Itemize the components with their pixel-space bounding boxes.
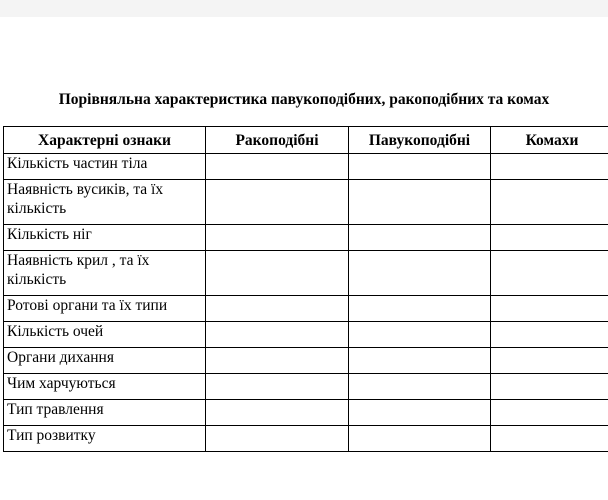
row-label: Кількість частин тіла — [4, 154, 206, 180]
row-label: Кількість ніг — [4, 225, 206, 251]
top-strip — [0, 0, 608, 17]
cell-insects[interactable] — [491, 374, 608, 400]
table-row — [4, 251, 608, 296]
table-row — [4, 426, 608, 452]
cell-arachnids[interactable] — [349, 374, 491, 400]
table-row — [4, 374, 608, 400]
cell-crustaceans[interactable] — [206, 154, 349, 180]
cell-arachnids[interactable] — [349, 322, 491, 348]
row-label: Кількість очей — [4, 322, 206, 348]
cell-arachnids[interactable] — [349, 251, 491, 296]
cell-crustaceans[interactable] — [206, 400, 349, 426]
comparison-table — [3, 126, 608, 452]
row-label: Чим харчуються — [4, 374, 206, 400]
cell-crustaceans[interactable] — [206, 322, 349, 348]
cell-insects[interactable] — [491, 426, 608, 452]
cell-arachnids[interactable] — [349, 426, 491, 452]
cell-insects[interactable] — [491, 180, 608, 225]
cell-crustaceans[interactable] — [206, 374, 349, 400]
cell-insects[interactable] — [491, 251, 608, 296]
table-row — [4, 180, 608, 225]
cell-insects[interactable] — [491, 154, 608, 180]
cell-insects[interactable] — [491, 348, 608, 374]
table-row — [4, 296, 608, 322]
row-label: Тип розвитку — [4, 426, 206, 452]
row-label: Ротові органи та їх типи — [4, 296, 206, 322]
row-label: Наявність вусиків, та їх кількість — [4, 180, 206, 225]
table-row — [4, 154, 608, 180]
header-arachnids: Павукоподібні — [349, 127, 491, 154]
cell-insects[interactable] — [491, 296, 608, 322]
cell-crustaceans[interactable] — [206, 251, 349, 296]
row-label: Наявність крил , та їх кількість — [4, 251, 206, 296]
header-characteristics: Характерні ознаки — [4, 127, 206, 154]
table-header-row — [4, 127, 608, 154]
table-row — [4, 225, 608, 251]
table-row — [4, 322, 608, 348]
cell-arachnids[interactable] — [349, 400, 491, 426]
cell-arachnids[interactable] — [349, 180, 491, 225]
cell-arachnids[interactable] — [349, 225, 491, 251]
cell-insects[interactable] — [491, 400, 608, 426]
cell-arachnids[interactable] — [349, 296, 491, 322]
table-row — [4, 400, 608, 426]
cell-arachnids[interactable] — [349, 154, 491, 180]
cell-crustaceans[interactable] — [206, 426, 349, 452]
row-label: Тип травлення — [4, 400, 206, 426]
cell-crustaceans[interactable] — [206, 225, 349, 251]
table-row — [4, 348, 608, 374]
cell-crustaceans[interactable] — [206, 348, 349, 374]
cell-insects[interactable] — [491, 225, 608, 251]
cell-crustaceans[interactable] — [206, 296, 349, 322]
cell-arachnids[interactable] — [349, 348, 491, 374]
document-title: Порівняльна характеристика павукоподібних, ракоподібних та комах — [58, 91, 550, 108]
cell-insects[interactable] — [491, 322, 608, 348]
row-label: Органи дихання — [4, 348, 206, 374]
header-insects: Комахи — [491, 127, 608, 154]
cell-crustaceans[interactable] — [206, 180, 349, 225]
header-crustaceans: Ракоподібні — [206, 127, 349, 154]
